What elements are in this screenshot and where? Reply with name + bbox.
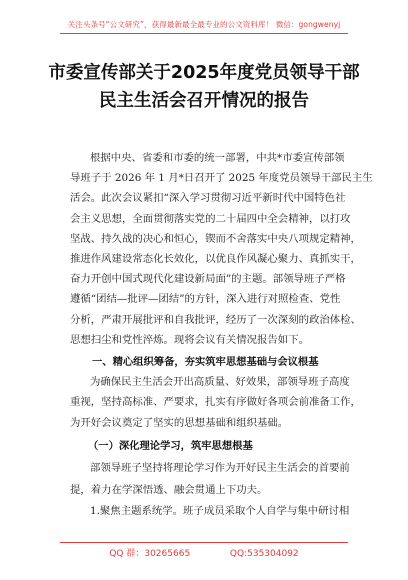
text-line: 为确保民主生活会开出高质量、好效果，部领导班子高度	[90, 376, 350, 388]
text-line: 遵循“团结—批评—团结”的方针，深入进行对照检查、党性	[70, 293, 341, 306]
footer-qq-contact: QQ:535304092	[229, 549, 299, 559]
subsection-heading-1: （一）深化理论学习，筑牢思想根基	[88, 440, 253, 452]
document-title-line-2: 民主生活会召开情况的报告	[99, 91, 309, 111]
text-line: 活会。此次会议紧扣“深入学习贯彻习近平新时代中国特色社	[70, 192, 346, 205]
text-line: 坚战、持久战的决心和恒心，锲而不舍落实中央八项规定精神，	[70, 232, 361, 245]
text-line: 提，着力在学深悟透、融会贯通上下功夫。	[70, 483, 268, 496]
text-line: 部领导班子坚持将理论学习作为开好民主生活会的首要前	[90, 462, 350, 474]
text-line: 1.聚焦主题系统学。班子成员采取个人自学与集中研讨相	[90, 505, 350, 517]
text-line: 思想扫尘和党性淬炼。现将会议有关情况报告如下。	[70, 333, 309, 346]
footer-divider	[60, 542, 348, 543]
footer	[0, 546, 408, 559]
text-line: 导班子于 2026 年 1 月*日召开了 2025 年度党员领导干部民主生	[70, 172, 373, 185]
section-heading-1: 一、精心组织筹备，夯实筑牢思想基础与会议根基	[92, 356, 319, 368]
banner-text: 关注头条号“公文研究”，获得最新最全最专业的公文资料库！ 微信：gongwenyj	[67, 20, 341, 29]
text-line: 根据中央、省委和市委的统一部署，中共*市委宣传部领	[90, 152, 345, 164]
text-line: 为开好会议奠定了坚实的思想基础和组织基础。	[70, 416, 289, 429]
text-line: 奋力开创中国式现代化建设新局面”的主题。部领导班子严格	[70, 273, 346, 286]
text-line: 推进作风建设常态化长效化，以优良作风凝心聚力、真抓实干，	[70, 253, 361, 265]
header-banner	[0, 0, 408, 44]
text-line: 会主义思想，全面贯彻落实党的二十届四中全会精神，以打攻	[70, 212, 351, 225]
text-line: 重视，坚持高标准、严要求，扎实有序做好各项会前准备工作，	[70, 396, 361, 409]
document-title-line-1: 市委宣传部关于2025年度党员领导干部	[48, 63, 360, 83]
footer-qq-group: QQ 群：30265665	[109, 549, 191, 559]
banner-divider	[60, 33, 348, 34]
text-line: 分析，严肃开展批评和自我批评，经历了一次深刻的政治体检、	[70, 313, 361, 326]
